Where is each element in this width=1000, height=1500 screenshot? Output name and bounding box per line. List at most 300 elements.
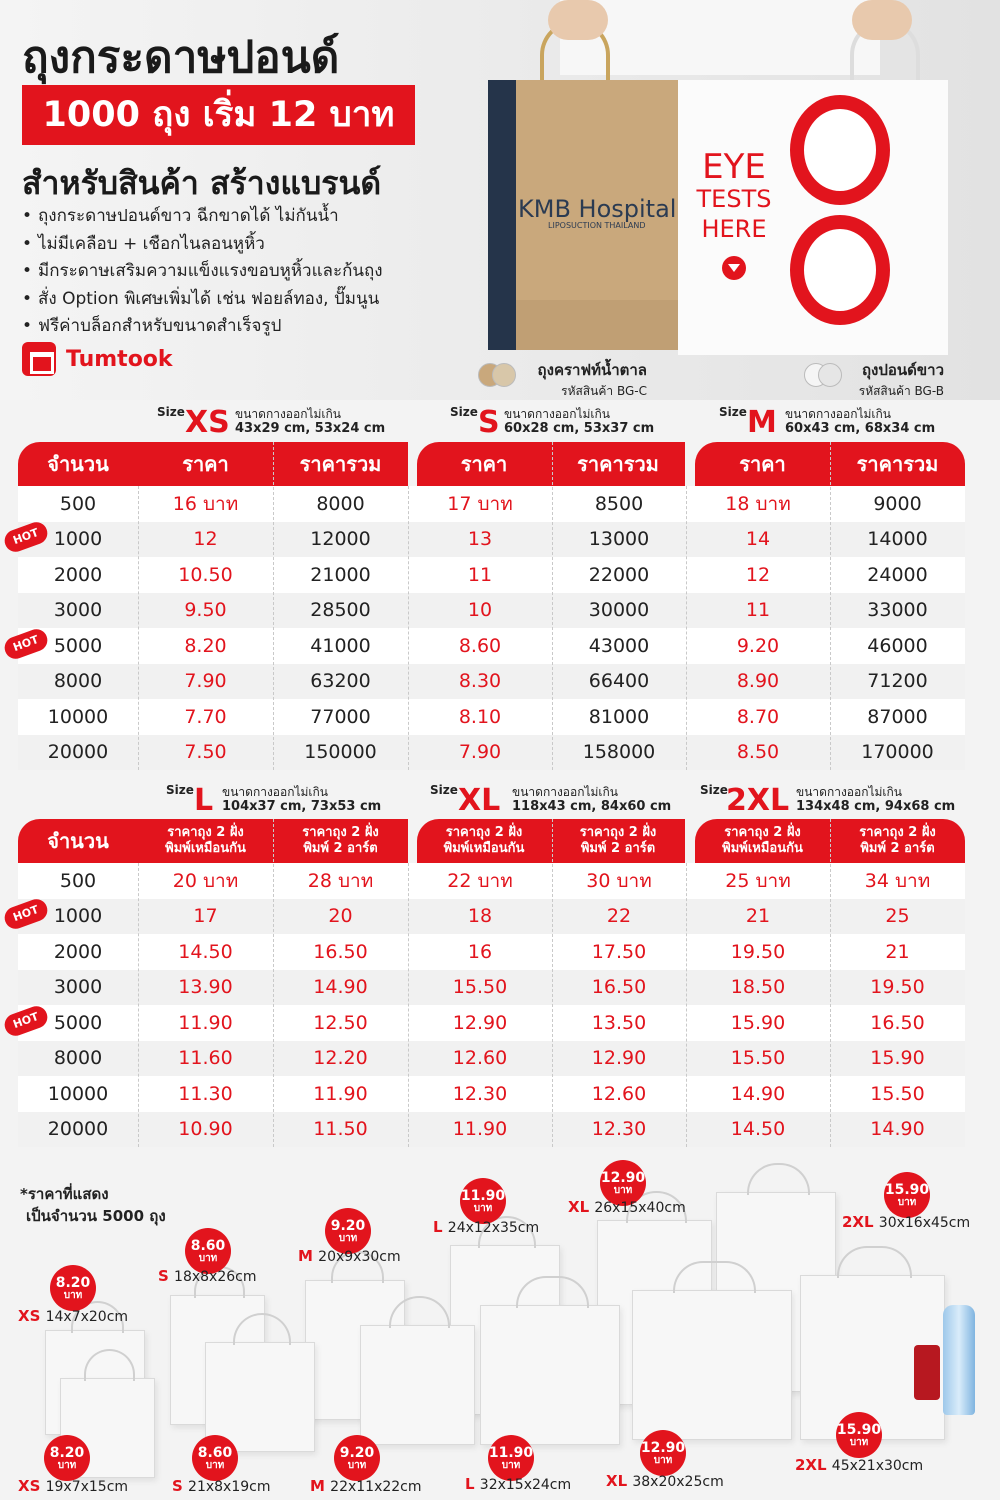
table-row [18, 664, 965, 700]
price-cell: 13.50 [591, 1011, 647, 1034]
brand-logo [22, 342, 173, 376]
table-body-bottom [18, 863, 965, 1147]
price-cell: 87000 [867, 705, 928, 728]
price-cell: 18 บาท [725, 492, 791, 515]
price-note-line2: เป็นจำนวน 5000 ถุง [26, 1207, 166, 1225]
price-cell: 20 บาท [172, 869, 239, 892]
price-cell: 71200 [867, 670, 928, 693]
price-cell: 11 [745, 599, 771, 622]
price-cell: 15.50 [870, 1082, 925, 1105]
price-cell: 12000 [310, 528, 371, 551]
column-divider [552, 442, 553, 770]
price-cell: 12.30 [452, 1082, 508, 1105]
price-cell: 14.50 [730, 1118, 786, 1141]
column-divider [686, 863, 687, 1147]
qty-cell: 10000 [47, 705, 109, 728]
bag-dims: 19x7x15cm [45, 1479, 129, 1495]
bag-dims: 22x11x22cm [330, 1479, 422, 1495]
size-dims-value: 118x43 cm, 84x60 cm [512, 799, 672, 814]
size-name: XS [185, 405, 230, 440]
qty-cell: 500 [59, 869, 97, 892]
price-cell: 10 [467, 599, 493, 622]
price-cell: 16 [467, 940, 493, 963]
price-cell: 24000 [867, 563, 928, 586]
size-dims-value: 60x28 cm, 53x37 cm [504, 421, 655, 436]
price-cell: 8.60 [458, 634, 502, 657]
size-dims [796, 785, 955, 814]
price-badge [44, 1435, 90, 1481]
price-cell: 33000 [867, 599, 928, 622]
price-cell: 28500 [310, 599, 371, 622]
bag-image [360, 1325, 475, 1445]
column-divider [273, 442, 274, 770]
price-cell: 11.60 [178, 1047, 233, 1070]
bag-size-label [465, 1475, 571, 1493]
price-cell: 11.90 [313, 1082, 368, 1105]
table-header-l [18, 819, 408, 863]
col-header-total: ราคารวม [856, 452, 939, 476]
price-unit: บาท [57, 1460, 77, 1471]
price-value: 9.20 [339, 1445, 375, 1461]
col-header-line2: พิมพ์เหมือนกัน [165, 841, 246, 856]
brand-name: Tumtook [66, 346, 173, 372]
bag-image [480, 1305, 620, 1445]
qty-cell: 20000 [47, 1118, 109, 1141]
price-value: 11.90 [460, 1188, 506, 1204]
qty-cell: 8000 [53, 1047, 103, 1070]
price-cell: 11.30 [178, 1082, 233, 1105]
size-name: 2XL [726, 783, 790, 818]
size-dims [512, 785, 671, 814]
qty-cell: 3000 [53, 976, 103, 999]
col-header-line2: พิมพ์ 2 อาร์ต [303, 841, 378, 856]
bag-size-label [298, 1247, 401, 1265]
bag-dims: 45x21x30cm [831, 1458, 924, 1474]
column-divider [138, 863, 139, 1147]
bag-dims: 24x12x35cm [447, 1220, 540, 1236]
price-cell: 13000 [588, 528, 650, 551]
table-row [18, 1076, 965, 1112]
price-cell: 43000 [588, 634, 650, 657]
col-header-line1: ราคาถุง 2 ฝั่ง [302, 825, 379, 840]
price-cell: 16 บาท [172, 492, 239, 515]
max-label: ขนาดกางออกไม่เกิน [504, 407, 610, 421]
col-header-line1: ราคาถุง 2 ฝั่ง [445, 825, 523, 840]
feature-item: • สั่ง Option พิเศษเพิ่มได้ เช่น ฟอยล์ทอง, ปั๊มนูน [22, 286, 383, 314]
white-bag-code: รหัสสินค้า BG-B [858, 384, 944, 398]
kraft-bag-text: KMB Hospital [518, 195, 677, 223]
bag-dims: 21x8x19cm [188, 1479, 271, 1495]
bag-dims: 32x15x24cm [479, 1477, 572, 1493]
max-label: ขนาดกางออกไม่เกิน [235, 407, 341, 421]
price-badge [50, 1265, 96, 1311]
bag-size-label [18, 1477, 128, 1495]
kraft-bag-bottom [516, 300, 678, 350]
price-cell: 12 [745, 563, 771, 586]
size-word: Size [450, 405, 478, 419]
price-cell: 11.50 [313, 1118, 368, 1141]
promo-banner: 1000 ถุง เริ่ม 12 บาท [22, 85, 415, 145]
col-header-qty: จำนวน [47, 829, 109, 853]
size-header-l [166, 783, 406, 823]
table-header-xl [417, 819, 685, 863]
size-name: XL [458, 783, 501, 818]
price-value: 8.60 [190, 1238, 226, 1254]
kraft-bag-subtext: LIPOSUCTION THAILAND [548, 221, 646, 230]
col-header-same-print [417, 825, 551, 857]
size-header-s [450, 405, 690, 445]
col-header-line1: ราคาถุง 2 ฝั่ง [167, 825, 244, 840]
price-cell: 25 บาท [725, 869, 791, 892]
bag-size-label [568, 1198, 686, 1216]
price-cell: 15.90 [730, 1011, 786, 1034]
bag-size: XS [18, 1477, 46, 1495]
price-cell: 10.50 [178, 563, 233, 586]
feature-item: • ไม่มีเคลือบ + เชือกไนลอนหูหิ้ว [22, 231, 383, 259]
price-cell: 12.30 [591, 1118, 647, 1141]
qty-cell: 1000 [53, 905, 103, 928]
white-bag-text-1: EYE [702, 147, 766, 187]
max-label: ขนาดกางออกไม่เกิน [222, 785, 328, 799]
col-header-line2: พิมพ์เหมือนกัน [722, 841, 803, 856]
table-row [18, 863, 965, 899]
size-word: Size [430, 783, 458, 797]
bag-size-label [606, 1472, 724, 1490]
price-cell: 8.20 [184, 634, 227, 657]
price-cell: 21 [745, 905, 771, 928]
column-divider [408, 486, 409, 770]
price-cell: 8000 [316, 492, 365, 515]
price-cell: 30 บาท [586, 869, 652, 892]
price-cell: 8.10 [458, 705, 502, 728]
price-cell: 22 บาท [447, 869, 513, 892]
price-badge [884, 1172, 930, 1218]
page-title: ถุงกระดาษปอนด์ [22, 32, 340, 83]
bag-dims: 18x8x26cm [174, 1269, 257, 1285]
bag-size-label [18, 1307, 128, 1325]
price-cell: 21000 [310, 563, 371, 586]
kraft-bag-label [512, 358, 647, 401]
price-value: 8.60 [197, 1445, 233, 1461]
price-value: 9.20 [330, 1218, 366, 1234]
size-name: L [194, 783, 214, 818]
size-word: Size [157, 405, 185, 419]
price-unit: บาท [897, 1197, 917, 1208]
price-cell: 9.20 [736, 634, 780, 657]
bag-dims: 20x9x30cm [318, 1249, 401, 1265]
price-cell: 66400 [588, 670, 650, 693]
qty-cell: 1000 [53, 528, 103, 551]
qty-cell: 3000 [53, 599, 103, 622]
price-cell: 170000 [861, 741, 934, 764]
price-unit: บาท [473, 1203, 493, 1214]
size-header-xs [157, 405, 407, 445]
price-value: 15.90 [884, 1182, 930, 1198]
price-unit: บาท [613, 1185, 633, 1196]
bag-size-label [172, 1477, 270, 1495]
price-cell: 9.50 [184, 599, 227, 622]
price-cell: 12.60 [591, 1082, 647, 1105]
price-cell: 8.70 [736, 705, 780, 728]
arrow-down-icon [722, 256, 746, 280]
column-divider [552, 819, 553, 1147]
column-divider [408, 863, 409, 1147]
bag-dims: 26x15x40cm [594, 1200, 686, 1216]
size-name: S [478, 405, 500, 440]
price-value: 12.90 [600, 1170, 646, 1186]
max-label: ขนาดกางออกไม่เกิน [796, 785, 902, 799]
col-header-line1: ราคาถุง 2 ฝั่ง [859, 825, 936, 840]
bag-size: S [158, 1267, 175, 1285]
soda-can [914, 1345, 940, 1400]
qty-cell: 5000 [53, 634, 103, 657]
price-cell: 158000 [582, 741, 656, 764]
price-cell: 14 [745, 528, 771, 551]
water-bottle [943, 1305, 975, 1415]
bag-dims: 30x16x45cm [878, 1215, 971, 1231]
price-cell: 30000 [588, 599, 650, 622]
price-cell: 46000 [867, 634, 928, 657]
price-cell: 150000 [304, 741, 377, 764]
price-cell: 10.90 [178, 1118, 233, 1141]
price-value: 15.90 [836, 1422, 882, 1438]
white-bag-print [690, 147, 778, 244]
bag-dims: 14x7x20cm [45, 1309, 129, 1325]
size-dims-value: 104x37 cm, 73x53 cm [222, 799, 382, 814]
feature-item: • ฟรีค่าบล็อกสำหรับขนาดสำเร็จรูป [22, 313, 383, 341]
col-header-line2: พิมพ์ 2 อาร์ต [860, 841, 935, 856]
price-unit: บาท [501, 1460, 521, 1471]
kraft-bag-print [518, 195, 676, 230]
price-note [20, 1183, 166, 1227]
bag-size: 2XL [795, 1456, 832, 1474]
size-name: M [747, 405, 777, 440]
col-header-line2: พิมพ์ 2 อาร์ต [580, 841, 656, 856]
price-cell: 12.60 [452, 1047, 508, 1070]
col-header-total: ราคารวม [299, 452, 382, 476]
col-header-same-print [138, 825, 273, 857]
price-cell: 22000 [588, 563, 650, 586]
col-header-two-art [830, 825, 965, 857]
price-cell: 20 [328, 905, 353, 928]
price-cell: 12.90 [591, 1047, 647, 1070]
bag-size: L [433, 1218, 448, 1236]
price-cell: 19.50 [870, 976, 925, 999]
price-cell: 9000 [873, 492, 922, 515]
hot-badge: HOT [2, 896, 51, 932]
price-cell: 16.50 [870, 1011, 925, 1034]
price-cell: 12 [193, 528, 218, 551]
price-cell: 15.50 [452, 976, 508, 999]
price-badge [640, 1430, 686, 1476]
price-cell: 15.90 [870, 1047, 925, 1070]
price-cell: 77000 [310, 705, 371, 728]
size-word: Size [166, 783, 194, 797]
size-header-2xl [700, 783, 990, 823]
qty-cell: 500 [59, 492, 97, 515]
price-cell: 7.50 [184, 741, 227, 764]
size-dims-value: 60x43 cm, 68x34 cm [785, 421, 936, 436]
white-bag-name: ถุงปอนด์ขาว [861, 361, 944, 379]
table-header-s [417, 442, 685, 486]
price-cell: 15.50 [730, 1047, 786, 1070]
size-word: Size [719, 405, 747, 419]
box-logo-icon [22, 342, 56, 376]
right-hand [852, 0, 912, 40]
price-cell: 14.90 [870, 1118, 925, 1141]
table-row [18, 522, 965, 558]
price-cell: 7.70 [184, 705, 227, 728]
price-cell: 22 [606, 905, 632, 928]
price-cell: 11.90 [178, 1011, 233, 1034]
bag-image [632, 1290, 792, 1440]
size-dims [785, 407, 935, 436]
kraft-bag-side [488, 80, 516, 350]
bag-size: M [298, 1247, 319, 1265]
price-value: 8.20 [55, 1275, 91, 1291]
hot-badge: HOT [2, 519, 51, 555]
max-label: ขนาดกางออกไม่เกิน [512, 785, 618, 799]
price-unit: บาท [338, 1233, 358, 1244]
bag-size-label [310, 1477, 422, 1495]
price-unit: บาท [653, 1455, 673, 1466]
price-cell: 8.50 [736, 741, 780, 764]
size-header-m [719, 405, 959, 445]
qty-cell: 5000 [53, 1011, 103, 1034]
price-cell: 17.50 [591, 940, 647, 963]
white-swatch-icon [818, 363, 842, 387]
col-header-price: ราคา [739, 452, 786, 476]
size-dims-value: 43x29 cm, 53x24 cm [235, 421, 386, 436]
size-dims [504, 407, 654, 436]
col-header-line2: พิมพ์เหมือนกัน [443, 841, 525, 856]
feature-item: • มีกระดาษเสริมความแข็งแรงขอบหูหิ้วและก้นถุง [22, 258, 383, 286]
column-divider [138, 486, 139, 770]
table-row [18, 593, 965, 629]
price-cell: 14.50 [178, 940, 233, 963]
column-divider [273, 819, 274, 1147]
column-divider [830, 442, 831, 770]
price-cell: 81000 [588, 705, 650, 728]
table-row [18, 1005, 965, 1041]
price-cell: 28 บาท [307, 869, 374, 892]
col-header-two-art [551, 825, 685, 857]
white-bag-label [840, 358, 944, 401]
kraft-bag-code: รหัสสินค้า BG-C [561, 384, 647, 398]
bag-size-label [158, 1267, 256, 1285]
white-bag-text-2: TESTS [696, 185, 772, 213]
size-dims [222, 785, 381, 814]
hot-badge: HOT [2, 1003, 51, 1039]
price-cell: 12.50 [313, 1011, 368, 1034]
size-dims [235, 407, 385, 436]
bag-size: XL [606, 1472, 633, 1490]
size-header-xl [430, 783, 690, 823]
price-cell: 7.90 [458, 741, 502, 764]
price-badge [836, 1412, 882, 1458]
price-badge [334, 1435, 380, 1481]
price-cell: 11.90 [452, 1118, 508, 1141]
price-cell: 14.90 [313, 976, 368, 999]
table-row [18, 970, 965, 1006]
bag-size: XL [568, 1198, 595, 1216]
feature-list [22, 203, 383, 341]
price-cell: 21 [885, 940, 910, 963]
price-unit: บาท [347, 1460, 367, 1471]
table-row [18, 899, 965, 935]
table-row [18, 1041, 965, 1077]
table-body-top [18, 486, 965, 770]
price-cell: 17 บาท [447, 492, 513, 515]
table-row [18, 735, 965, 771]
price-value: 8.20 [49, 1445, 85, 1461]
max-label: ขนาดกางออกไม่เกิน [785, 407, 891, 421]
bag-size: 2XL [842, 1213, 879, 1231]
price-cell: 14000 [867, 528, 928, 551]
table-header-xs [18, 442, 408, 486]
price-unit: บาท [849, 1437, 869, 1448]
col-header-two-art [273, 825, 408, 857]
price-cell: 16.50 [313, 940, 368, 963]
qty-cell: 2000 [53, 940, 103, 963]
left-hand [548, 0, 608, 40]
price-cell: 17 [193, 905, 218, 928]
bag-size-label [795, 1456, 923, 1474]
table-row [18, 934, 965, 970]
qty-cell: 8000 [53, 670, 103, 693]
price-cell: 7.90 [184, 670, 227, 693]
page-subtitle: สำหรับสินค้า สร้างแบรนด์ [22, 164, 382, 202]
table-row [18, 557, 965, 593]
white-bag-text-3: HERE [701, 215, 767, 243]
price-cell: 18 [467, 905, 493, 928]
price-note-line1: *ราคาที่แสดง [20, 1185, 109, 1203]
bag-dims: 38x20x25cm [632, 1474, 724, 1490]
price-cell: 8.90 [736, 670, 780, 693]
bag-size: M [310, 1477, 331, 1495]
price-value: 11.90 [488, 1445, 534, 1461]
table-row [18, 699, 965, 735]
col-header-line1: ราคาถุง 2 ฝั่ง [579, 825, 657, 840]
feature-item: • ถุงกระดาษปอนด์ขาว ฉีกขาดได้ ไม่กันน้ำ [22, 203, 383, 231]
bag-size: XS [18, 1307, 46, 1325]
bag-size: L [465, 1475, 480, 1493]
price-cell: 19.50 [730, 940, 786, 963]
price-cell: 13 [467, 528, 493, 551]
col-header-price: ราคา [460, 452, 508, 476]
col-header-line1: ราคาถุง 2 ฝั่ง [724, 825, 801, 840]
col-header-same-print [695, 825, 830, 857]
price-unit: บาท [63, 1290, 83, 1301]
price-cell: 11 [467, 563, 493, 586]
price-cell: 8.30 [458, 670, 502, 693]
hot-badge: HOT [2, 626, 51, 662]
price-cell: 25 [885, 905, 910, 928]
price-cell: 14.90 [730, 1082, 786, 1105]
price-cell: 34 บาท [864, 869, 931, 892]
price-cell: 13.90 [178, 976, 233, 999]
col-header-qty: จำนวน [47, 452, 109, 476]
price-cell: 18.50 [730, 976, 786, 999]
kraft-bag-name: ถุงคราฟท์น้ำตาล [537, 361, 647, 379]
qty-cell: 20000 [47, 741, 109, 764]
qty-cell: 10000 [47, 1082, 109, 1105]
glasses-lens-bottom [790, 215, 890, 325]
price-cell: 16.50 [591, 976, 647, 999]
col-header-total: ราคารวม [577, 452, 659, 476]
qty-cell: 2000 [53, 563, 103, 586]
price-unit: บาท [198, 1253, 218, 1264]
